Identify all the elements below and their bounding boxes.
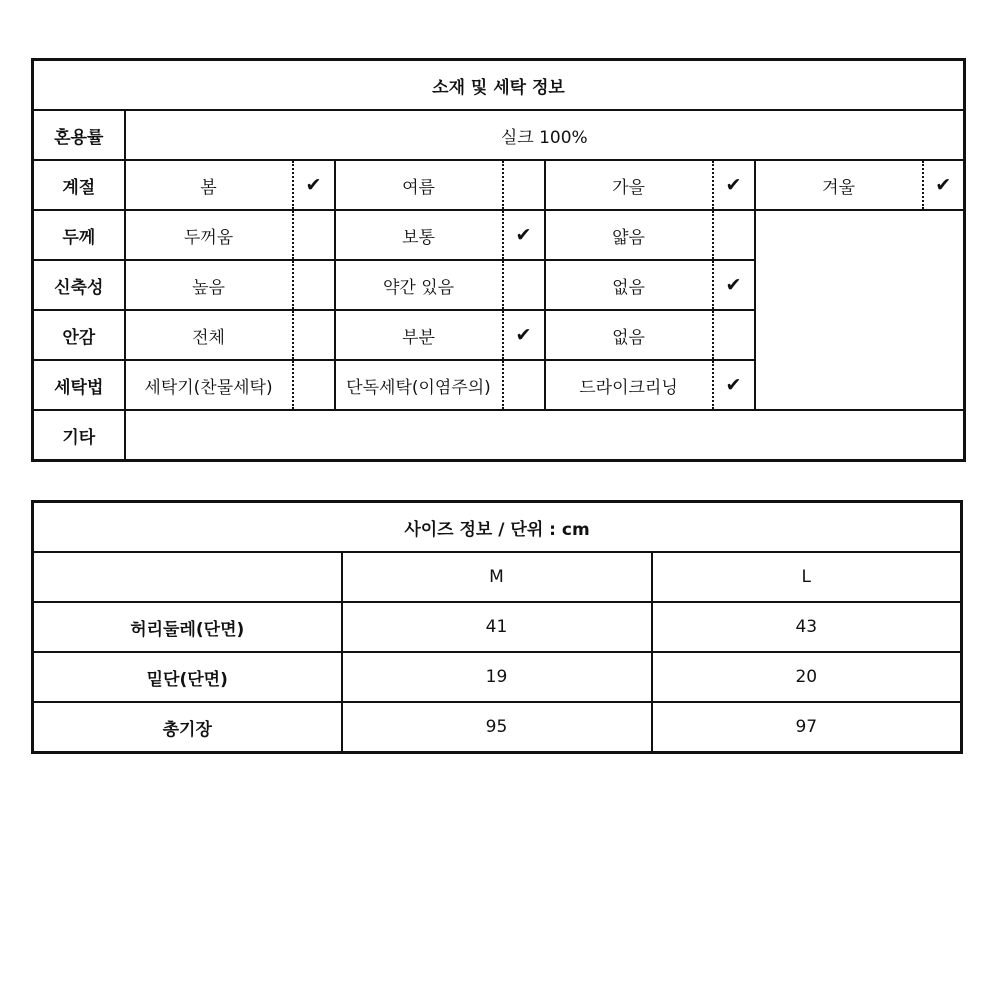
thickness-thick-check-icon (293, 210, 335, 260)
stretch-high-check-icon (293, 260, 335, 310)
thickness-normal-check-icon: ✔ (503, 210, 545, 260)
wash-dryclean-check-icon: ✔ (713, 360, 755, 410)
size-cell-l: 43 (652, 602, 962, 652)
season-autumn-check-icon: ✔ (713, 160, 755, 210)
size-cell-m: 41 (342, 602, 652, 652)
etc-row (33, 410, 965, 461)
wash-option-machine: 세탁기(찬물세탁) (125, 360, 293, 410)
thickness-row (33, 210, 965, 260)
lining-label: 안감 (33, 310, 125, 360)
season-option-summer: 여름 (335, 160, 503, 210)
season-row (33, 160, 965, 210)
mix-label: 혼용률 (33, 110, 125, 160)
season-option-autumn: 가을 (545, 160, 713, 210)
lining-option-full: 전체 (125, 310, 293, 360)
mix-value: 실크 100% (125, 110, 965, 160)
care-title-row (33, 60, 965, 111)
table-row (33, 652, 962, 702)
size-header-row (33, 552, 962, 602)
stretch-option-some: 약간 있음 (335, 260, 503, 310)
stretch-none-check-icon: ✔ (713, 260, 755, 310)
lining-none-check-icon (713, 310, 755, 360)
wash-label: 세탁법 (33, 360, 125, 410)
table-row (33, 602, 962, 652)
wash-option-separate: 단독세탁(이염주의) (335, 360, 503, 410)
thickness-label: 두께 (33, 210, 125, 260)
size-row-label: 총기장 (33, 702, 342, 753)
wash-option-dryclean: 드라이크리닝 (545, 360, 713, 410)
lining-partial-check-icon: ✔ (503, 310, 545, 360)
lining-option-none: 없음 (545, 310, 713, 360)
lining-full-check-icon (293, 310, 335, 360)
etc-label: 기타 (33, 410, 125, 461)
thickness-thin-check-icon (713, 210, 755, 260)
thickness-option-thick: 두꺼움 (125, 210, 293, 260)
size-table-title: 사이즈 정보 / 단위 : cm (33, 502, 962, 553)
size-title-row (33, 502, 962, 553)
wash-machine-check-icon (293, 360, 335, 410)
season-winter-check-icon: ✔ (923, 160, 965, 210)
empty-block (755, 210, 965, 410)
stretch-option-high: 높음 (125, 260, 293, 310)
size-table (31, 500, 963, 754)
etc-value (125, 410, 965, 461)
wash-separate-check-icon (503, 360, 545, 410)
size-column-m: M (342, 552, 652, 602)
fabric-care-table (31, 58, 966, 462)
lining-option-partial: 부분 (335, 310, 503, 360)
stretch-option-none: 없음 (545, 260, 713, 310)
size-column-l: L (652, 552, 962, 602)
stretch-some-check-icon (503, 260, 545, 310)
season-label: 계절 (33, 160, 125, 210)
size-cell-m: 95 (342, 702, 652, 753)
table-row (33, 702, 962, 753)
size-cell-l: 97 (652, 702, 962, 753)
season-spring-check-icon: ✔ (293, 160, 335, 210)
size-cell-l: 20 (652, 652, 962, 702)
season-option-winter: 겨울 (755, 160, 923, 210)
thickness-option-thin: 얇음 (545, 210, 713, 260)
size-row-label: 허리둘레(단면) (33, 602, 342, 652)
size-row-label: 밑단(단면) (33, 652, 342, 702)
care-table-title: 소재 및 세탁 정보 (33, 60, 965, 111)
season-summer-check-icon (503, 160, 545, 210)
mix-row (33, 110, 965, 160)
size-cell-m: 19 (342, 652, 652, 702)
thickness-option-normal: 보통 (335, 210, 503, 260)
season-option-spring: 봄 (125, 160, 293, 210)
size-header-empty (33, 552, 342, 602)
stretch-label: 신축성 (33, 260, 125, 310)
